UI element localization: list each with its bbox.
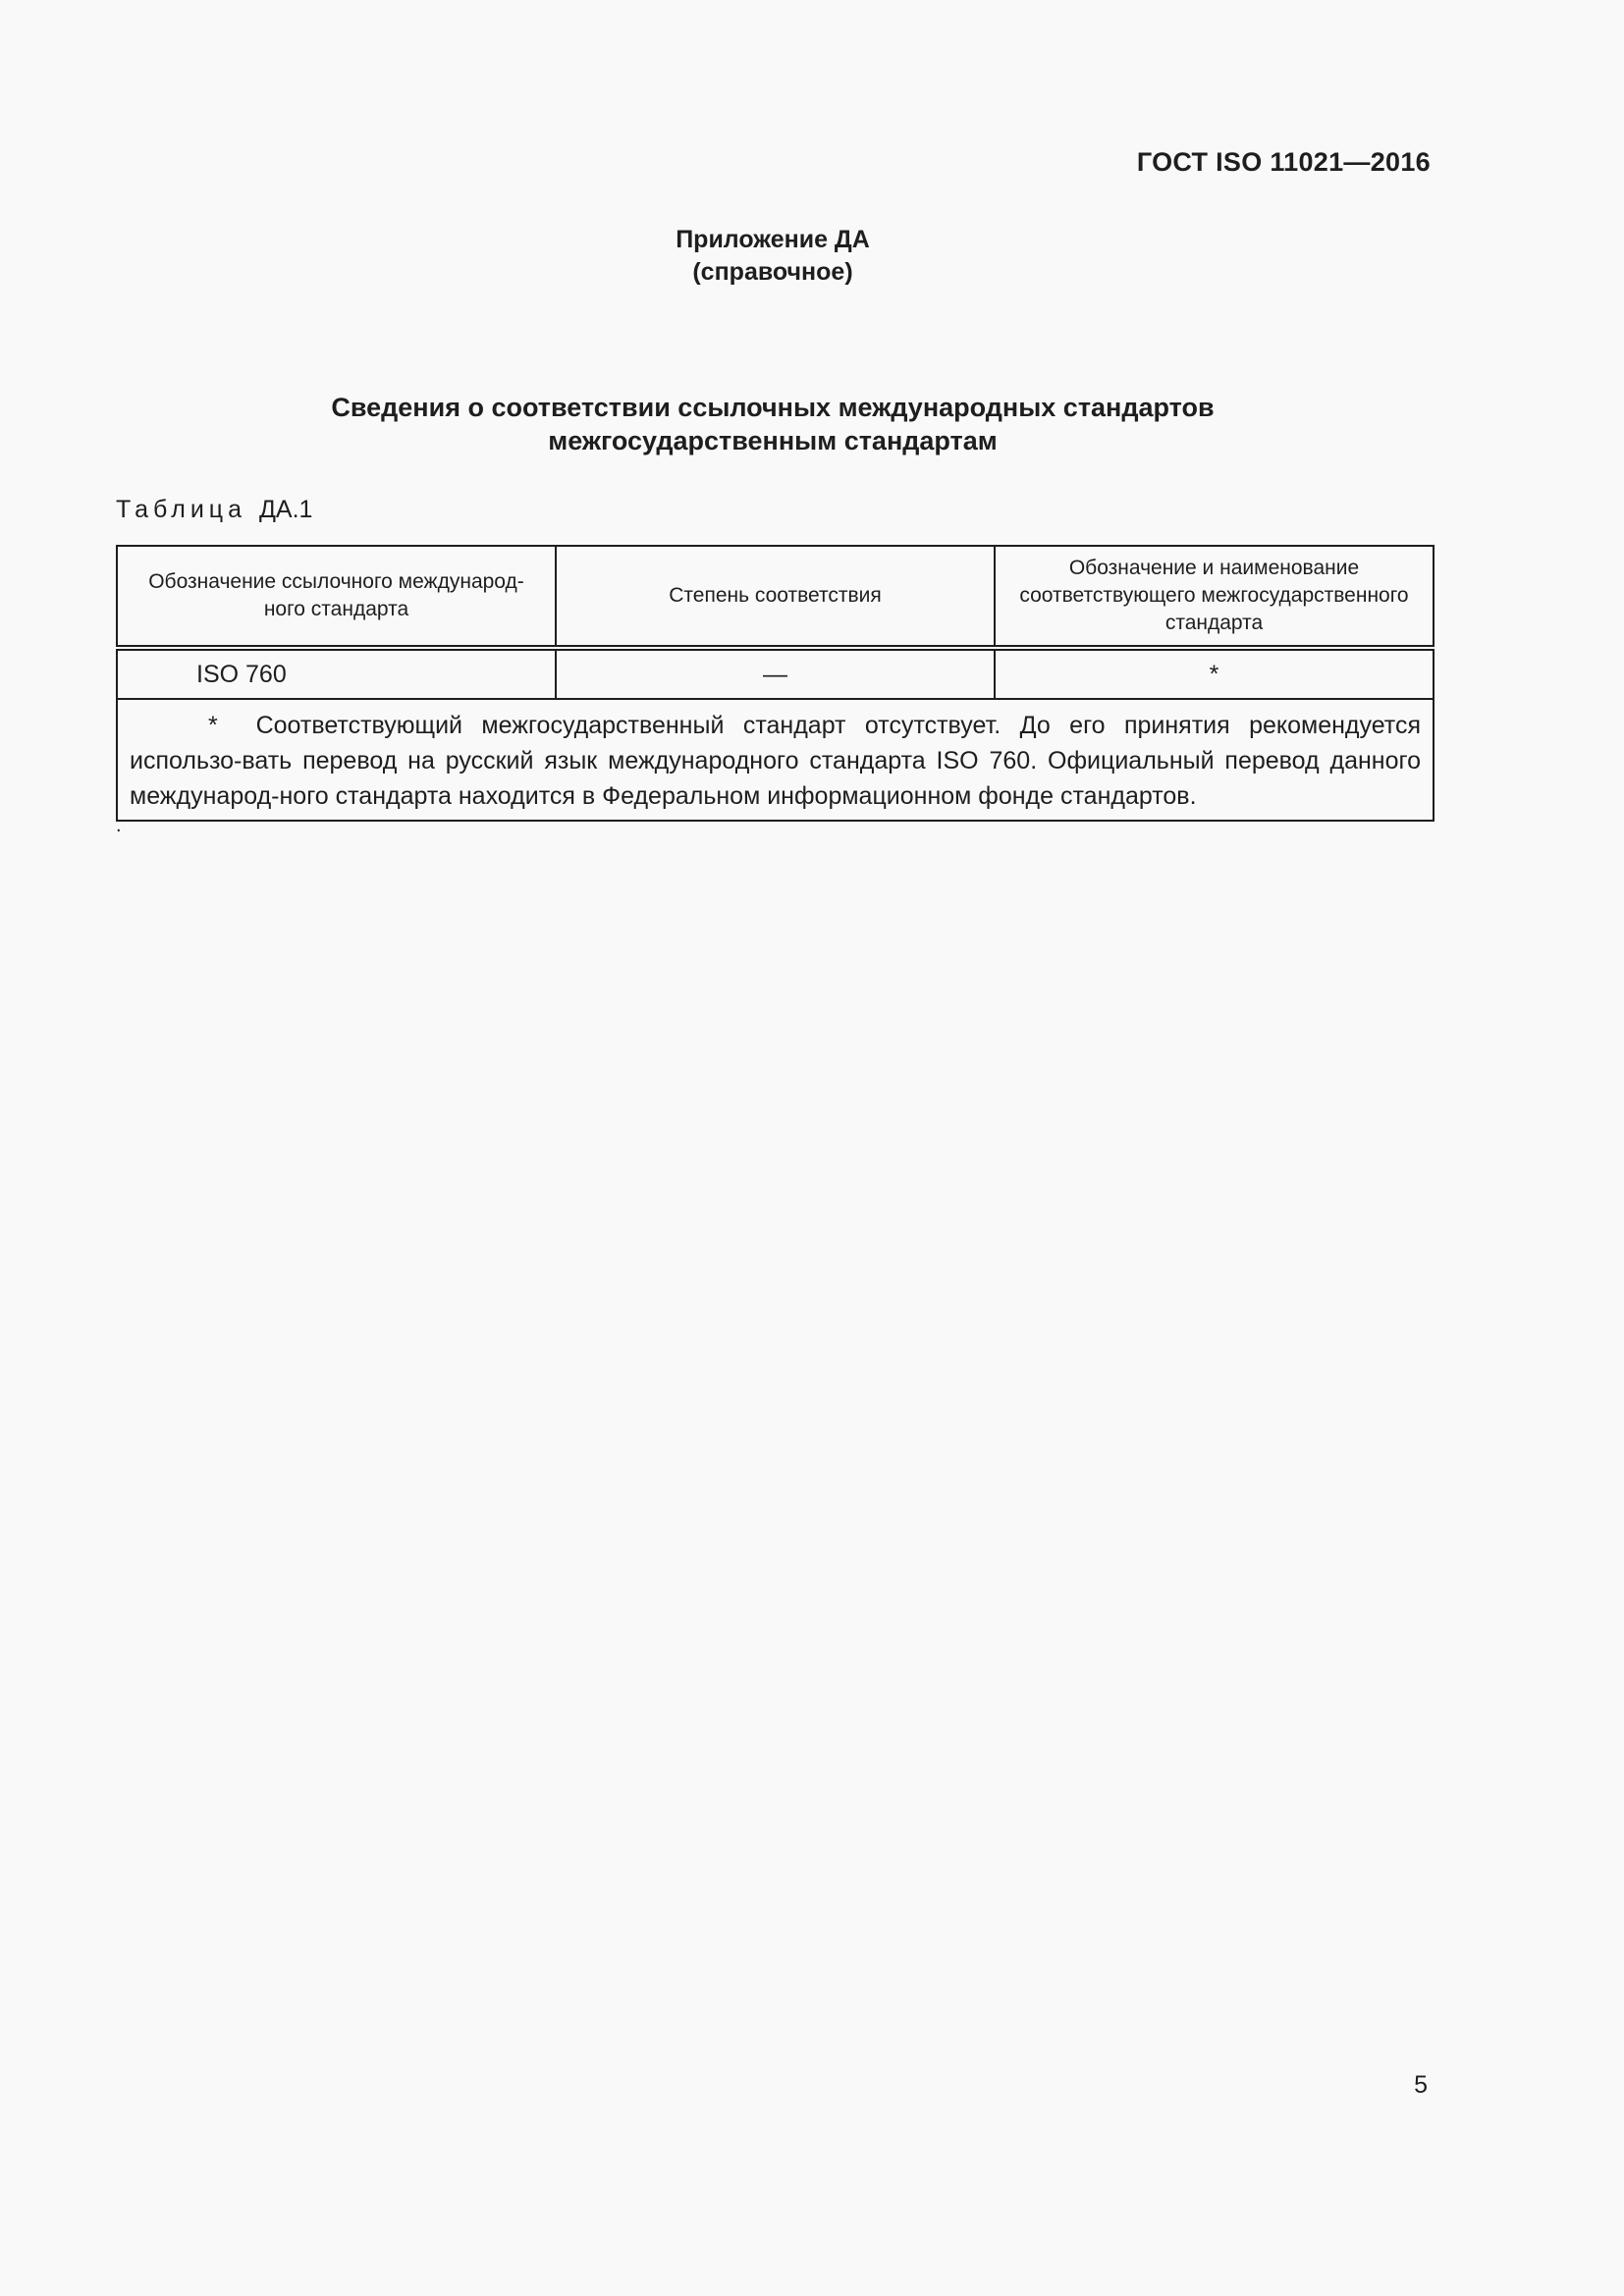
table-caption-word: Таблица <box>116 496 247 523</box>
trailing-mark: . <box>116 815 122 836</box>
table-caption-id: ДА.1 <box>258 496 313 523</box>
table-row <box>117 648 1434 699</box>
section-title <box>0 391 1545 457</box>
document-code: ГОСТ ISO 11021—2016 <box>1136 147 1431 177</box>
header-international-standard: Обозначение ссылочного международ-ного стандарта <box>117 546 556 648</box>
page-number: 5 <box>1414 2071 1428 2099</box>
table-caption <box>116 496 312 524</box>
cell-iso-designation: ISO 760 <box>117 648 556 699</box>
header-degree-of-correspondence: Степень соответствия <box>556 546 995 648</box>
table-note-row <box>117 699 1434 821</box>
correspondence-table <box>116 545 1435 822</box>
cell-degree: — <box>556 648 995 699</box>
cell-interstate-standard: * <box>995 648 1434 699</box>
appendix-heading <box>0 224 1545 289</box>
footnote-marker: * <box>208 712 218 739</box>
table-header-row <box>117 546 1434 648</box>
section-title-line-1: Сведения о соответствии ссылочных международных стандартов <box>331 393 1215 422</box>
header-interstate-standard: Обозначение и наименование соответствующего межгосударственного стандарта <box>995 546 1434 648</box>
footnote-text: Соответствующий межгосударственный стандарт отсутствует. До его принятия рекомендуется использо-вать перевод на русский язык международного стандарта ISO 760. Официальный перевод данного международ-ного стандарта находится в Федеральном информационном фонде стандартов. <box>130 712 1421 810</box>
section-title-line-2: межгосударственным стандартам <box>548 426 998 455</box>
table-footnote <box>117 699 1434 821</box>
appendix-subtitle: (справочное) <box>692 258 853 286</box>
appendix-title: Приложение ДА <box>676 226 870 253</box>
